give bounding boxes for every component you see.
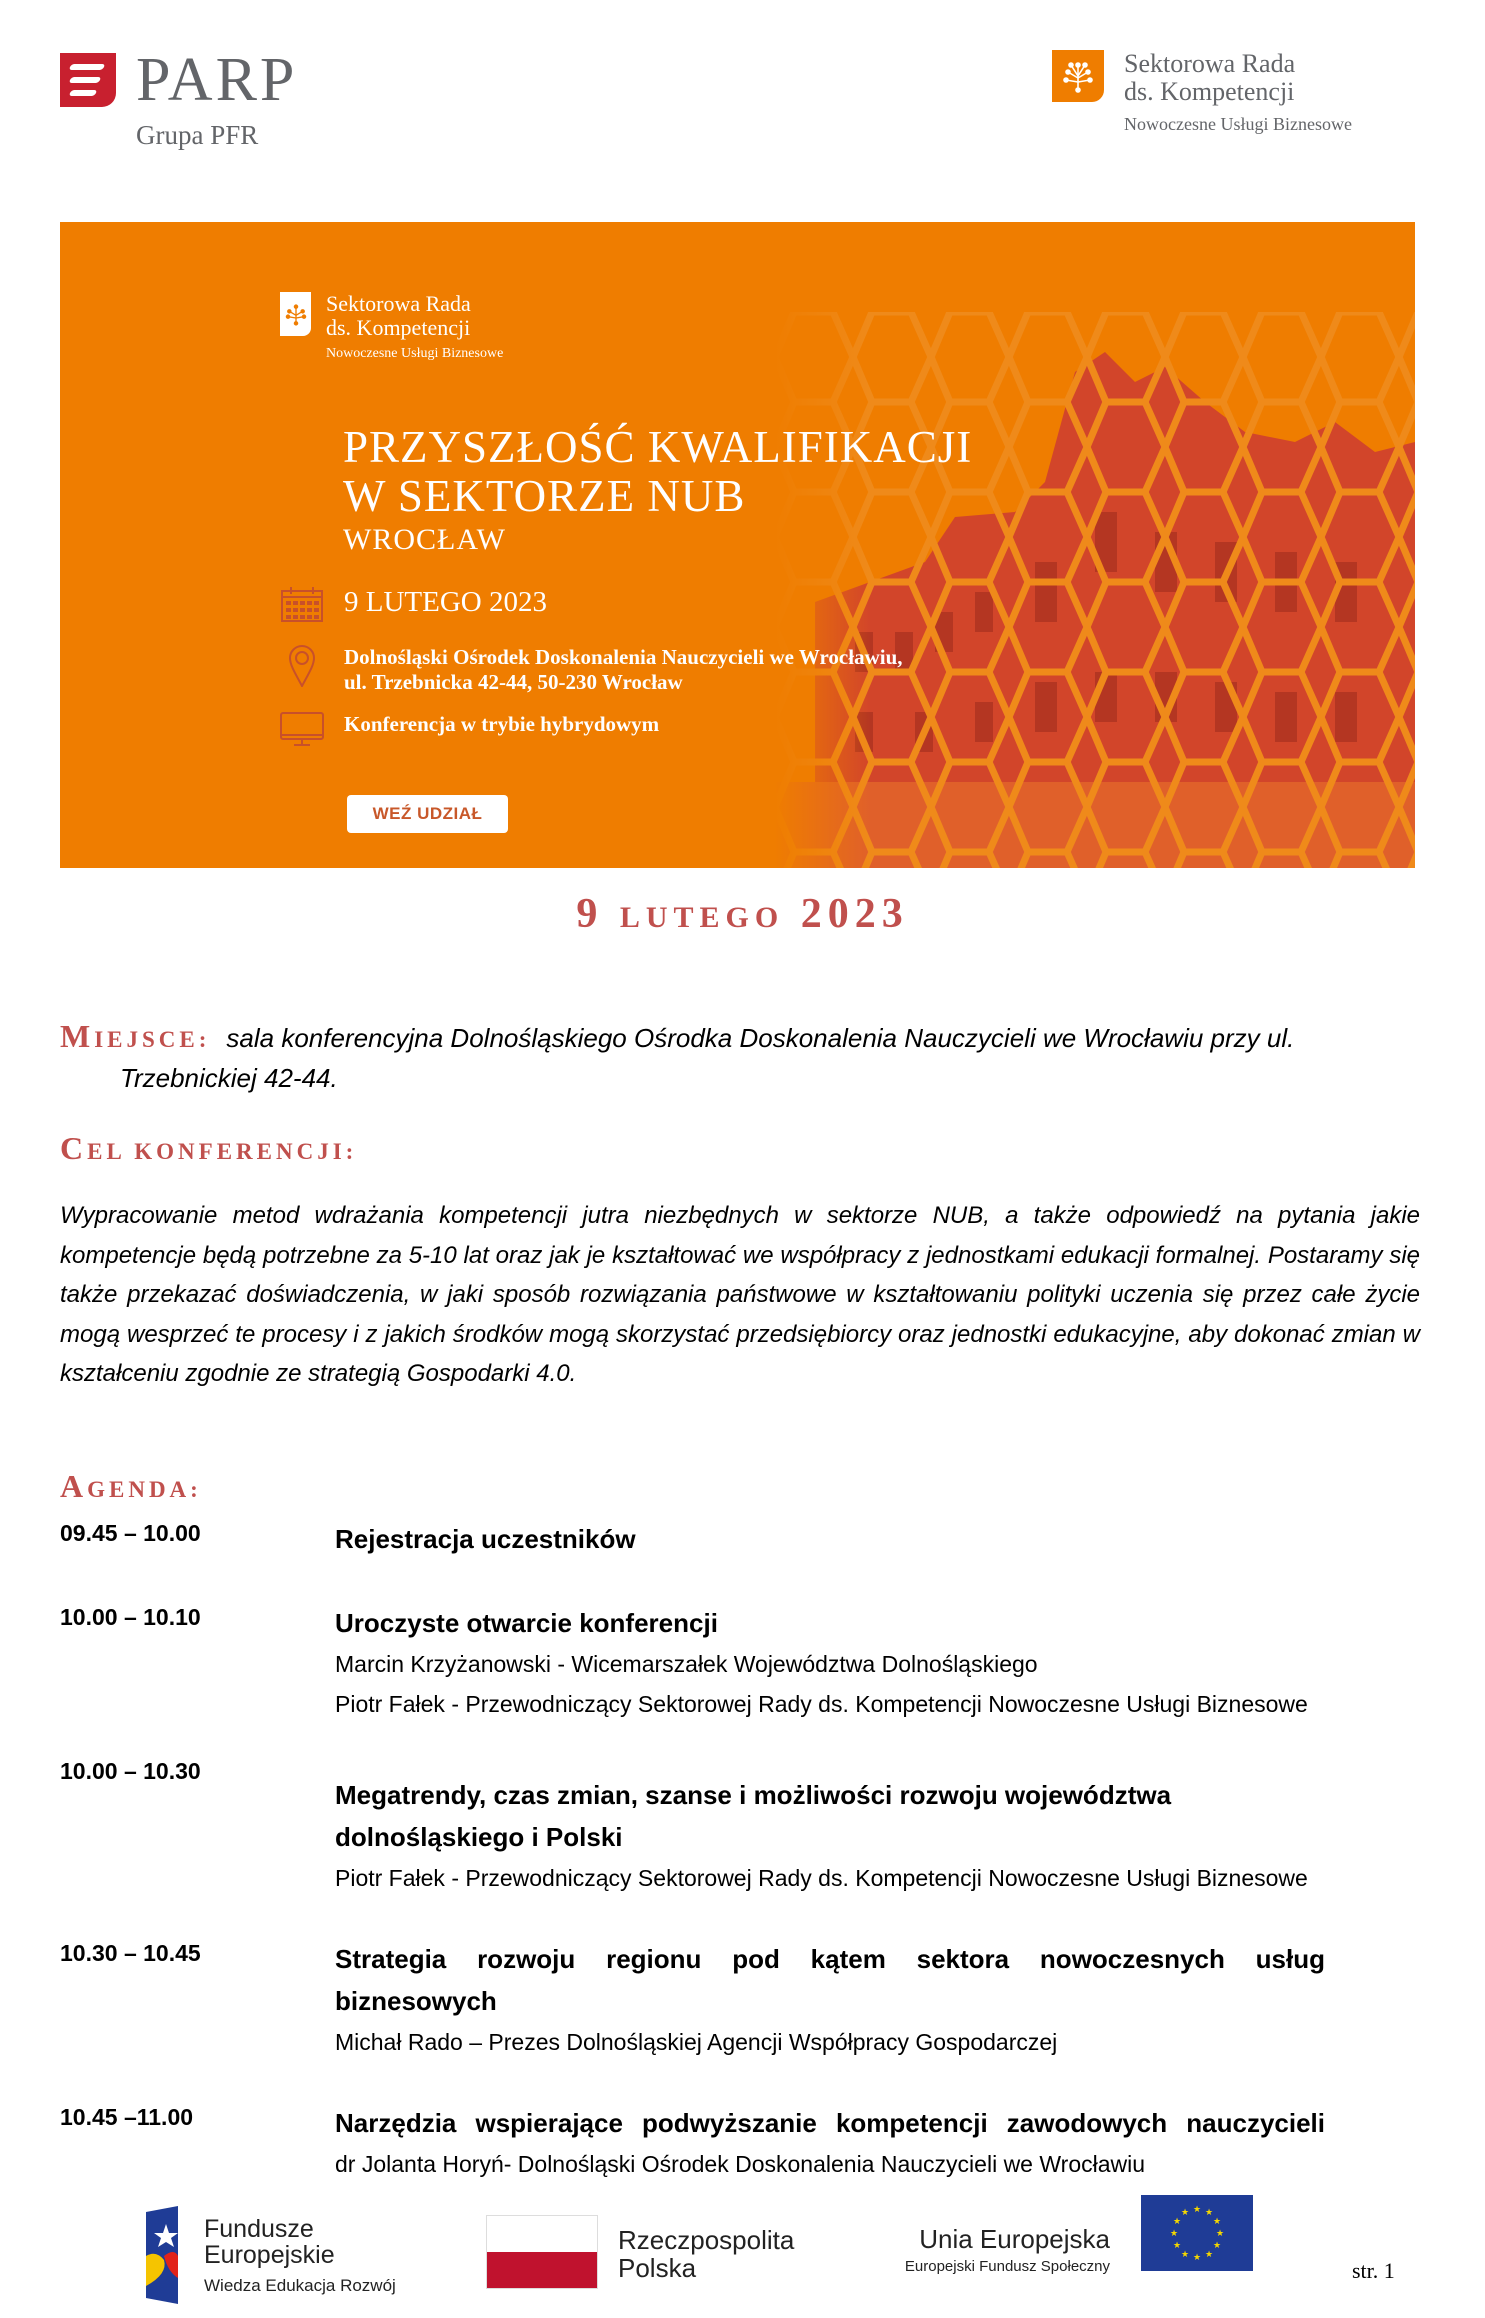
agenda-time: 10.45 –11.00 <box>60 2104 194 2130</box>
banner-date: 9 LUTEGO 2023 <box>344 586 547 618</box>
agenda-time: 10.30 – 10.45 <box>60 1940 201 1966</box>
agenda-list <box>60 1518 1420 2192</box>
agenda-speaker: Piotr Fałek - Przewodniczący Sektorowej Rady ds. Kompetencji Nowoczesne Usługi Biznesowe <box>335 1691 1308 1717</box>
svg-text:★: ★ <box>1192 2205 1202 2215</box>
fe-line3: Wiedza Edukacja Rozwój <box>204 2276 396 2295</box>
parp-flag-icon <box>60 53 116 107</box>
svg-text:★: ★ <box>1204 2208 1214 2218</box>
tree-network-icon <box>1052 50 1104 102</box>
agenda-title: Strategia rozwoju regionu pod kątem sektora nowoczesnych usług biznesowych <box>335 1944 1325 2016</box>
fe-line2: Europejskie <box>204 2241 335 2269</box>
agenda-speaker: dr Jolanta Horyń- Dolnośląski Ośrodek Doskonalenia Nauczycieli we Wrocławiu <box>335 2151 1146 2177</box>
svg-text:★: ★ <box>1172 2217 1182 2227</box>
agenda-time: 09.45 – 10.00 <box>60 1520 201 1546</box>
venue-value-line2: Trzebnickiej 42-44. <box>120 1063 338 1093</box>
banner-place-line2: ul. Trzebnicka 42-44, 50-230 Wrocław <box>344 670 683 694</box>
goal-label: CEL KONFERENCJI: <box>60 1130 358 1166</box>
rp-line2: Polska <box>618 2253 697 2283</box>
rzeczpospolita-logo <box>618 2226 794 2282</box>
date-month: LUTEGO <box>619 901 785 934</box>
banner-mode-row <box>280 712 659 746</box>
agenda-speaker: Marcin Krzyżanowski - Wicemarszałek Województwa Dolnośląskiego <box>335 1651 1038 1677</box>
ue-line2: Europejski Fundusz Społeczny <box>904 2258 1110 2275</box>
svg-text:★: ★ <box>1169 2229 1179 2239</box>
eu-flag-icon <box>1141 2195 1253 2271</box>
register-button[interactable]: WEŹ UDZIAŁ <box>347 795 508 833</box>
svg-text:★: ★ <box>1172 2241 1182 2251</box>
banner-title-line2: W SEKTORZE NUB <box>343 471 746 521</box>
fe-line1: Fundusze <box>204 2215 314 2243</box>
agenda-item <box>60 2102 1420 2192</box>
date-year: 2023 <box>800 891 909 937</box>
location-pin-icon <box>280 645 324 687</box>
svg-text:★: ★ <box>1215 2229 1225 2239</box>
agenda-time: 10.00 – 10.30 <box>60 1758 201 1784</box>
page-number: str. 1 <box>1352 2258 1395 2283</box>
svg-text:★: ★ <box>1180 2250 1190 2260</box>
agenda-title: Rejestracja uczestników <box>335 1524 636 1554</box>
agenda-item <box>60 1938 1420 2102</box>
agenda-item <box>60 1760 1420 1938</box>
agenda-item <box>60 1602 1420 1760</box>
unia-europejska-logo <box>870 2224 1110 2275</box>
rp-line1: Rzeczpospolita <box>618 2225 795 2255</box>
venue-value-line1: sala konferencyjna Dolnośląskiego Ośrodka Doskonalenia Nauczycieli we Wrocławiu przy ul. <box>226 1023 1295 1053</box>
calendar-icon <box>280 586 324 622</box>
tree-network-icon <box>280 292 311 336</box>
ue-line1: Unia Europejska <box>919 2224 1110 2254</box>
src-logo-line2: ds. Kompetencji <box>1124 77 1295 106</box>
banner-title-line3: WROCŁAW <box>343 523 506 556</box>
banner-mode: Konferencja w trybie hybrydowym <box>344 712 660 736</box>
event-banner <box>60 222 1415 868</box>
svg-text:★: ★ <box>1212 2217 1222 2227</box>
banner-logo-line3: Nowoczesne Usługi Biznesowe <box>326 346 504 361</box>
src-logo-line3: Nowoczesne Usługi Biznesowe <box>1124 114 1352 134</box>
banner-src-logo <box>280 292 503 362</box>
agenda-speaker: Piotr Fałek - Przewodniczący Sektorowej Rady ds. Kompetencji Nowoczesne Usługi Biznesowe <box>335 1865 1308 1891</box>
agenda-title: Megatrendy, czas zmian, szanse i możliwości rozwoju województwa dolnośląskiego i Polski <box>335 1780 1172 1852</box>
banner-place-row <box>280 645 903 695</box>
agenda-item <box>60 1518 1420 1602</box>
monitor-icon <box>280 712 324 746</box>
agenda-time: 10.00 – 10.10 <box>60 1604 201 1630</box>
banner-title-line1: PRZYSZŁOŚĆ KWALIFIKACJI <box>343 422 973 472</box>
banner-date-row <box>280 586 547 622</box>
agenda-label: AGENDA: <box>60 1468 202 1504</box>
svg-text:★: ★ <box>1180 2208 1190 2218</box>
date-heading <box>0 890 1485 938</box>
banner-title <box>343 422 972 560</box>
agenda-title: Uroczyste otwarcie konferencji <box>335 1608 718 1638</box>
building-honeycomb-image <box>775 312 1415 868</box>
sektorowa-rada-logo <box>1052 50 1352 135</box>
venue-section <box>60 1018 1420 1094</box>
banner-logo-line2: ds. Kompetencji <box>326 315 471 340</box>
poland-flag-icon <box>486 2215 598 2289</box>
fundusze-europejskie-logo <box>142 2206 396 2304</box>
agenda-speaker: Michał Rado – Prezes Dolnośląskiej Agencji Współpracy Gospodarczej <box>335 2029 1058 2055</box>
svg-text:★: ★ <box>1192 2253 1202 2263</box>
date-day: 9 <box>576 891 604 937</box>
agenda-title: Narzędzia wspierające podwyższanie kompetencji zawodowych nauczycieli <box>335 2108 1325 2138</box>
banner-logo-line1: Sektorowa Rada <box>326 291 471 316</box>
parp-wordmark: PARP <box>136 46 298 114</box>
parp-subtitle: Grupa PFR <box>136 120 259 150</box>
parp-logo <box>60 46 298 151</box>
src-logo-line1: Sektorowa Rada <box>1124 49 1296 78</box>
venue-label: MIEJSCE: <box>60 1018 211 1054</box>
goal-text: Wypracowanie metod wdrażania kompetencji jutra niezbędnych w sektorze NUB, a także odpowiedź na pytania jakie kompetencje będą potrzebne za 5-10 lat oraz jak je kształtować we współpracy z jednostkami edukacji formalnej. Postaramy się także przekazać doświadczenia, w jaki sposób rozwiązania państwowe w kształtowaniu polityki uczenia się przez całe życie mogą wesprzeć te procesy i z jakich środków mogą skorzystać przedsiębiorcy oraz jednostki edukacyjne, aby dokonać zmian w kształceniu zgodnie ze strategią Gospodarki 4.0. <box>60 1202 1420 1387</box>
svg-text:★: ★ <box>1212 2241 1222 2251</box>
banner-place-line1: Dolnośląski Ośrodek Doskonalenia Nauczycieli we Wrocławiu, <box>344 645 903 669</box>
fe-star-icon <box>142 2206 182 2304</box>
svg-text:★: ★ <box>1204 2250 1214 2260</box>
